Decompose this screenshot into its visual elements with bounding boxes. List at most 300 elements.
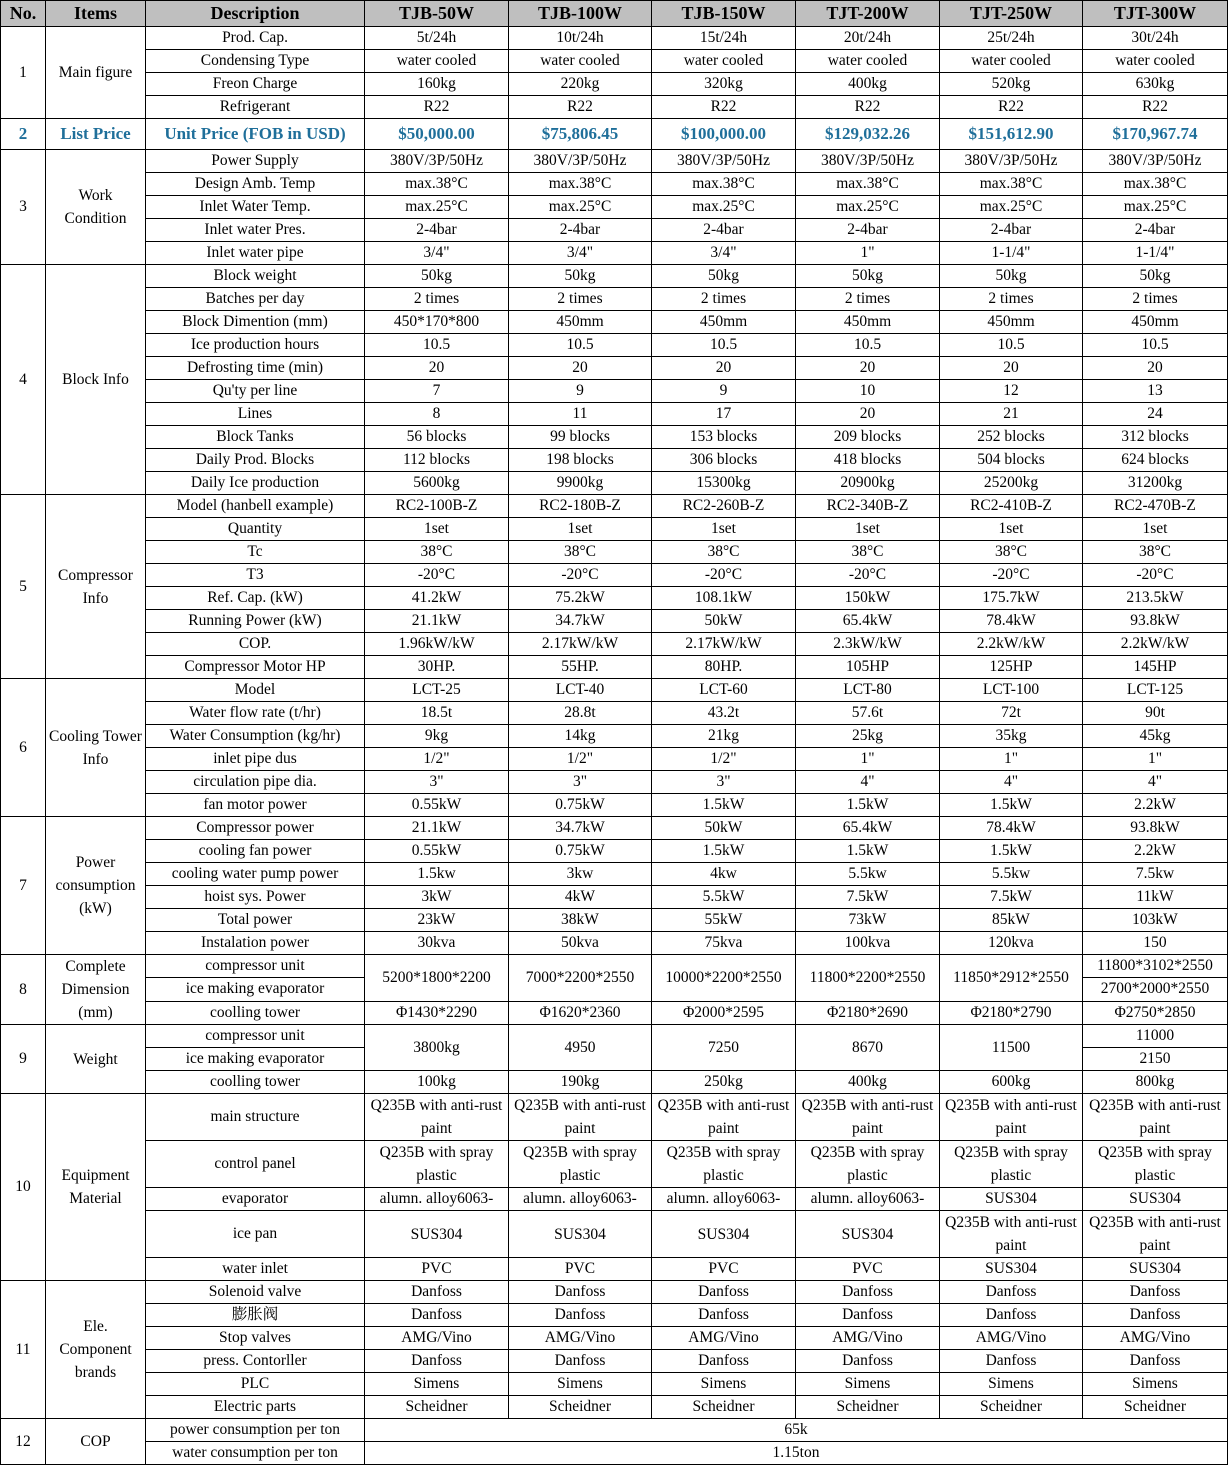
value-cell: 78.4kW [940,817,1083,840]
value-cell: $75,806.45 [509,119,652,150]
value-cell: 55kW [652,909,796,932]
value-cell: 31200kg [1083,472,1228,495]
table-row [1,311,1228,334]
value-cell: -20°C [652,564,796,587]
row-description: inlet pipe dus [146,748,365,771]
value-cell: 1.5kW [796,840,940,863]
value-cell: 85kW [940,909,1083,932]
row-description: Quantity [146,518,365,541]
value-cell: 28.8t [509,702,652,725]
value-cell: 1" [796,242,940,265]
value-cell: water cooled [796,50,940,73]
value-cell: 38°C [796,541,940,564]
value-cell: 56 blocks [365,426,509,449]
row-description: Stop valves [146,1327,365,1350]
row-description: Prod. Cap. [146,27,365,50]
value-cell: Scheidner [1083,1396,1228,1419]
value-cell: $170,967.74 [1083,119,1228,150]
value-cell: 213.5kW [1083,587,1228,610]
row-description: Inlet Water Temp. [146,196,365,219]
value-cell: 450*170*800 [365,311,509,334]
value-cell: 380V/3P/50Hz [652,150,796,173]
value-cell: 50kg [796,265,940,288]
value-cell: 50kg [509,265,652,288]
value-cell: LCT-125 [1083,679,1228,702]
value-cell: 38°C [940,541,1083,564]
row-description: Solenoid valve [146,1281,365,1304]
value-cell: Danfoss [365,1350,509,1373]
value-cell: Danfoss [652,1350,796,1373]
value-cell: 35kg [940,725,1083,748]
value-cell: -20°C [509,564,652,587]
value-cell: 38°C [652,541,796,564]
value-cell: PVC [365,1258,509,1281]
table-row [1,771,1228,794]
value-cell: 7 [365,380,509,403]
value-cell: Danfoss [652,1304,796,1327]
value-cell: 1.5kW [652,840,796,863]
value-cell: 11 [509,403,652,426]
value-cell: 50kW [652,610,796,633]
value-cell: 10.5 [652,334,796,357]
row-description: 膨胀阀 [146,1304,365,1327]
value-cell: Q235B with spray plastic [365,1141,509,1188]
value-cell: Q235B with spray plastic [652,1141,796,1188]
row-description: Daily Ice production [146,472,365,495]
row-description: Block Dimention (mm) [146,311,365,334]
value-cell: max.38°C [652,173,796,196]
value-cell: 20 [509,357,652,380]
row-number: 3 [1,150,46,265]
row-number: 12 [1,1419,46,1465]
value-cell: 93.8kW [1083,610,1228,633]
value-cell: AMG/Vino [796,1327,940,1350]
row-description: water inlet [146,1258,365,1281]
value-cell: 11kW [1083,886,1228,909]
table-row [1,610,1228,633]
value-cell: water cooled [365,50,509,73]
row-description: Instalation power [146,932,365,955]
value-cell: 90t [1083,702,1228,725]
value-cell: LCT-60 [652,679,796,702]
value-cell: 8670 [796,1025,940,1071]
value-cell: 1" [1083,748,1228,771]
value-cell: 125HP [940,656,1083,679]
value-cell: 600kg [940,1071,1083,1094]
value-cell: 630kg [1083,73,1228,96]
value-cell: 3" [365,771,509,794]
table-row [1,173,1228,196]
table-row [1,955,1228,978]
value-cell: 5.5kW [652,886,796,909]
column-header: TJB-100W [509,1,652,27]
row-description: Running Power (kW) [146,610,365,633]
value-cell: Φ2180*2790 [940,1001,1083,1024]
value-cell: 20 [940,357,1083,380]
value-cell: 21 [940,403,1083,426]
value-cell: SUS304 [796,1211,940,1258]
value-cell: 18.5t [365,702,509,725]
table-row [1,1025,1228,1048]
value-cell: 17 [652,403,796,426]
value-cell: 800kg [1083,1071,1228,1094]
value-cell: 21kg [652,725,796,748]
value-cell: Φ1430*2290 [365,1001,509,1024]
value-cell: Danfoss [940,1350,1083,1373]
value-cell: 0.75kW [509,840,652,863]
value-cell: max.25°C [940,196,1083,219]
value-cell: 38°C [1083,541,1228,564]
header-row [1,1,1228,27]
table-row [1,472,1228,495]
value-cell: Q235B with anti-rust paint [940,1094,1083,1141]
value-cell: 2-4bar [940,219,1083,242]
value-cell: 7000*2200*2550 [509,955,652,1002]
table-row [1,334,1228,357]
value-cell: 1.5kW [940,794,1083,817]
value-cell: -20°C [365,564,509,587]
value-cell: $100,000.00 [652,119,796,150]
value-cell: water cooled [509,50,652,73]
row-description: circulation pipe dia. [146,771,365,794]
row-item: Ele. Component brands [46,1281,146,1419]
value-cell: RC2-340B-Z [796,495,940,518]
value-cell: 15300kg [652,472,796,495]
value-cell: 105HP [796,656,940,679]
row-description: Compressor power [146,817,365,840]
table-row [1,265,1228,288]
value-cell: 5200*1800*2200 [365,955,509,1002]
row-description: coolling tower [146,1001,365,1024]
value-cell: SUS304 [940,1258,1083,1281]
value-cell: 41.2kW [365,587,509,610]
value-cell: max.25°C [652,196,796,219]
value-cell: 624 blocks [1083,449,1228,472]
row-description: Block weight [146,265,365,288]
value-cell: 198 blocks [509,449,652,472]
value-cell: 78.4kW [940,610,1083,633]
value-cell: Q235B with anti-rust paint [940,1211,1083,1258]
value-cell: 21.1kW [365,817,509,840]
table-row [1,1281,1228,1304]
value-cell: SUS304 [365,1211,509,1258]
row-description: ice making evaporator [146,1048,365,1071]
value-cell: 50kg [1083,265,1228,288]
value-cell: RC2-470B-Z [1083,495,1228,518]
value-cell: AMG/Vino [509,1327,652,1350]
value-cell: 10.5 [940,334,1083,357]
value-cell: 9kg [365,725,509,748]
value-cell: Danfoss [509,1304,652,1327]
table-row [1,518,1228,541]
value-cell: LCT-25 [365,679,509,702]
value-cell: 2.3kW/kW [796,633,940,656]
table-row [1,817,1228,840]
value-cell: PVC [509,1258,652,1281]
value-cell: 14kg [509,725,652,748]
table-row [1,357,1228,380]
value-cell: max.38°C [365,173,509,196]
value-cell: 25t/24h [940,27,1083,50]
value-cell: Q235B with spray plastic [509,1141,652,1188]
value-cell: LCT-100 [940,679,1083,702]
value-cell: -20°C [796,564,940,587]
value-cell: 8 [365,403,509,426]
value-cell: 38°C [509,541,652,564]
row-description: Model [146,679,365,702]
table-row [1,863,1228,886]
row-description: Design Amb. Temp [146,173,365,196]
row-description: cooling water pump power [146,863,365,886]
value-cell: R22 [796,96,940,119]
value-cell: Danfoss [796,1304,940,1327]
value-cell: 1" [796,748,940,771]
value-cell: 2.2kW/kW [1083,633,1228,656]
row-item: Equipment Material [46,1094,146,1281]
value-cell: 11850*2912*2550 [940,955,1083,1002]
row-item: Weight [46,1025,146,1094]
table-row [1,1188,1228,1211]
value-cell: -20°C [940,564,1083,587]
row-description: Condensing Type [146,50,365,73]
row-description: Inlet water Pres. [146,219,365,242]
table-row [1,587,1228,610]
value-cell: Q235B with anti-rust paint [1083,1094,1228,1141]
value-cell: 0.75kW [509,794,652,817]
table-row [1,73,1228,96]
value-cell: 10.5 [509,334,652,357]
value-cell: max.25°C [1083,196,1228,219]
value-cell: 320kg [652,73,796,96]
value-cell: 34.7kW [509,817,652,840]
value-cell: 380V/3P/50Hz [796,150,940,173]
value-cell: 250kg [652,1071,796,1094]
value-cell: Simens [796,1373,940,1396]
row-item: Block Info [46,265,146,495]
value-cell: RC2-100B-Z [365,495,509,518]
value-cell: 2-4bar [1083,219,1228,242]
value-cell: AMG/Vino [940,1327,1083,1350]
value-cell: Danfoss [940,1304,1083,1327]
value-cell: 1set [652,518,796,541]
value-cell: 2-4bar [365,219,509,242]
value-cell: 10.5 [796,334,940,357]
value-cell: 7.5kW [796,886,940,909]
value-cell: $151,612.90 [940,119,1083,150]
value-cell: 73kW [796,909,940,932]
value-cell: 160kg [365,73,509,96]
value-cell: 30kva [365,932,509,955]
value-cell: Φ2750*2850 [1083,1001,1228,1024]
value-cell: 1/2" [509,748,652,771]
value-cell: 20t/24h [796,27,940,50]
value-cell: 2 times [509,288,652,311]
table-row [1,495,1228,518]
value-cell: 4950 [509,1025,652,1071]
value-cell: water cooled [652,50,796,73]
value-cell: SUS304 [1083,1188,1228,1211]
value-cell: 1.15ton [365,1442,1228,1465]
row-item: Compressor Info [46,495,146,679]
value-cell: 450mm [1083,311,1228,334]
table-row [1,449,1228,472]
value-cell: 25200kg [940,472,1083,495]
value-cell: 3" [509,771,652,794]
row-description: Batches per day [146,288,365,311]
value-cell: $50,000.00 [365,119,509,150]
row-description: Freon Charge [146,73,365,96]
value-cell: 2 times [652,288,796,311]
value-cell: 65.4kW [796,610,940,633]
value-cell: 4kw [652,863,796,886]
value-cell: 312 blocks [1083,426,1228,449]
value-cell: Scheidner [796,1396,940,1419]
row-description: Ice production hours [146,334,365,357]
value-cell: max.25°C [365,196,509,219]
value-cell: 3" [652,771,796,794]
value-cell: 1.5kW [940,840,1083,863]
value-cell: 7.5kW [940,886,1083,909]
column-header: No. [1,1,46,27]
value-cell: 25kg [796,725,940,748]
value-cell: Simens [365,1373,509,1396]
value-cell: R22 [365,96,509,119]
value-cell: 2-4bar [652,219,796,242]
value-cell: Danfoss [796,1281,940,1304]
row-number: 9 [1,1025,46,1094]
value-cell: -20°C [1083,564,1228,587]
value-cell: Q235B with anti-rust paint [1083,1211,1228,1258]
value-cell: 1set [1083,518,1228,541]
row-number: 2 [1,119,46,150]
table-row [1,932,1228,955]
value-cell: 75kva [652,932,796,955]
row-description: Total power [146,909,365,932]
value-cell: Φ1620*2360 [509,1001,652,1024]
row-description: press. Contorller [146,1350,365,1373]
row-item: Complete Dimension (mm) [46,955,146,1025]
value-cell: Simens [509,1373,652,1396]
column-header: TJB-50W [365,1,509,27]
value-cell: 2 times [1083,288,1228,311]
row-description: Block Tanks [146,426,365,449]
value-cell: 3800kg [365,1025,509,1071]
row-number: 11 [1,1281,46,1419]
table-row [1,196,1228,219]
value-cell: water cooled [1083,50,1228,73]
value-cell: 21.1kW [365,610,509,633]
row-description: compressor unit [146,955,365,978]
value-cell: 380V/3P/50Hz [365,150,509,173]
value-cell: 12 [940,380,1083,403]
table-row [1,288,1228,311]
table-row [1,1211,1228,1258]
value-cell: 50kW [652,817,796,840]
value-cell: 20 [652,357,796,380]
value-cell: 80HP. [652,656,796,679]
value-cell: R22 [652,96,796,119]
column-header: TJT-250W [940,1,1083,27]
value-cell: Danfoss [365,1304,509,1327]
column-header: TJT-300W [1083,1,1228,27]
value-cell: Scheidner [652,1396,796,1419]
value-cell: alumn. alloy6063- [796,1188,940,1211]
value-cell: 11800*3102*2550 [1083,955,1228,978]
value-cell: Scheidner [365,1396,509,1419]
table-row [1,886,1228,909]
table-row [1,1141,1228,1188]
row-description: Defrosting time (min) [146,357,365,380]
value-cell: 209 blocks [796,426,940,449]
value-cell: Danfoss [1083,1304,1228,1327]
value-cell: 9 [652,380,796,403]
value-cell: Q235B with anti-rust paint [796,1094,940,1141]
value-cell: 2.17kW/kW [509,633,652,656]
table-row [1,748,1228,771]
value-cell: 10t/24h [509,27,652,50]
value-cell: 7250 [652,1025,796,1071]
value-cell: 45kg [1083,725,1228,748]
row-description: Electric parts [146,1396,365,1419]
value-cell: 153 blocks [652,426,796,449]
value-cell: 150kW [796,587,940,610]
value-cell: SUS304 [652,1211,796,1258]
value-cell: Q235B with anti-rust paint [365,1094,509,1141]
row-description: coolling tower [146,1071,365,1094]
row-description: Water Consumption (kg/hr) [146,725,365,748]
table-row [1,679,1228,702]
value-cell: 20900kg [796,472,940,495]
value-cell: Danfoss [796,1350,940,1373]
value-cell: alumn. alloy6063- [509,1188,652,1211]
value-cell: R22 [940,96,1083,119]
row-item: Power consumption (kW) [46,817,146,955]
value-cell: 20 [796,403,940,426]
value-cell: max.38°C [940,173,1083,196]
value-cell: AMG/Vino [652,1327,796,1350]
table-row [1,403,1228,426]
row-description: cooling fan power [146,840,365,863]
value-cell: 5600kg [365,472,509,495]
value-cell: 2.2kW [1083,840,1228,863]
value-cell: PVC [652,1258,796,1281]
value-cell: SUS304 [1083,1258,1228,1281]
value-cell: 7.5kw [1083,863,1228,886]
table-row [1,119,1228,150]
value-cell: 11500 [940,1025,1083,1071]
row-item: Cooling Tower Info [46,679,146,817]
value-cell: Danfoss [509,1281,652,1304]
row-description: Inlet water pipe [146,242,365,265]
value-cell: 120kva [940,932,1083,955]
value-cell: 380V/3P/50Hz [940,150,1083,173]
row-description: ice making evaporator [146,978,365,1001]
row-description: Daily Prod. Blocks [146,449,365,472]
table-row [1,1094,1228,1141]
value-cell: 2150 [1083,1048,1228,1071]
value-cell: Danfoss [365,1281,509,1304]
value-cell: 20 [1083,357,1228,380]
value-cell: 2 times [365,288,509,311]
value-cell: 418 blocks [796,449,940,472]
value-cell: 10000*2200*2550 [652,955,796,1002]
value-cell: SUS304 [509,1211,652,1258]
table-row [1,1071,1228,1094]
table-row [1,541,1228,564]
value-cell: 1set [796,518,940,541]
value-cell: 3kw [509,863,652,886]
row-number: 6 [1,679,46,817]
